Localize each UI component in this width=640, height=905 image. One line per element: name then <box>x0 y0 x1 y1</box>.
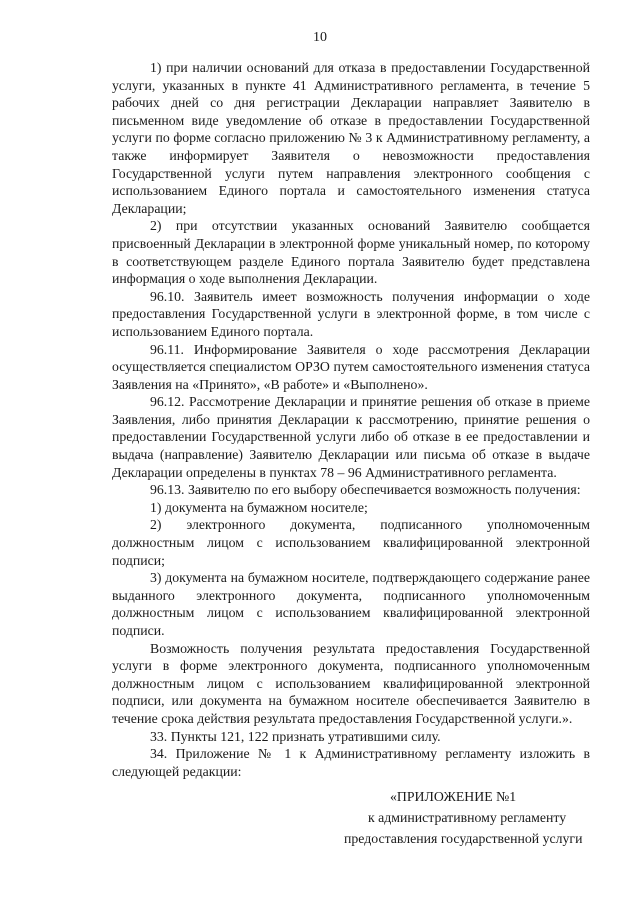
paragraph-96-11: 96.11. Информирование Заявителя о ходе рассмотрения Декларации осуществляется специалистом ОРЗО путем самостоятельного изменения статуса Заявления на «Принято», «В работе» и «Выполнено». <box>112 341 590 392</box>
paragraph-96-10: 96.10. Заявитель имеет возможность получения информации о ходе предоставления Государственной услуги в электронной форме, в том числе с использованием Единого портала. <box>112 288 590 339</box>
paragraph-refusal-grounds: 1) при наличии оснований для отказа в предоставлении Государственной услуги, указанных в пункте 41 Административного регламента, в течение 5 рабочих дней со дня регистрации Декларации направляет Заявителю в письменном виде уведомление об отказе в предоставлении Государственной услуги по форме согласно приложению № 3 к Административному регламенту, а также информирует Заявителя о невозможности предоставления Государственной услуги путем направления электронного сообщения с использованием Единого портала и самостоятельного изменения статуса Декларации; <box>112 60 590 216</box>
appendix-subtitle-line-1: к административному регламенту <box>368 810 567 825</box>
paragraph-33: 33. Пункты 121, 122 признать утратившими силу. <box>150 728 441 744</box>
document-body <box>112 59 590 780</box>
appendix-title: «ПРИЛОЖЕНИЕ №1 <box>390 789 517 804</box>
paragraph-result-possibility: Возможность получения результата предоставления Государственной услуги в форме электронного документа, подписанного уполномоченным должностным лицом с использованием квалифицированной электронной подписи, или документа на бумажном носителе обеспечивается Заявителю в течение срока действия результата предоставления Государственной услуги.». <box>112 640 590 726</box>
paragraph-option-2: 2) электронного документа, подписанного уполномоченным должностным лицом с использованием квалифицированной электронной подписи; <box>112 517 590 568</box>
page-number: 10 <box>313 30 327 45</box>
paragraph-96-12: 96.12. Рассмотрение Декларации и принятие решения об отказе в приеме Заявления, либо принятия Декларации к рассмотрению, принятие решения о предоставлении Государственной услуги либо об отказе в ее предоставлении и выдача (направление) Заявителю Декларации или письма об отказе в выдаче Декларации определены в пунктах 78 – 96 Административного регламента. <box>112 394 590 480</box>
paragraph-34: 34. Приложение № 1 к Административному регламенту изложить в следующей редакции: <box>112 746 590 779</box>
paragraph-option-3: 3) документа на бумажном носителе, подтверждающего содержание ранее выданного электронного документа, подписанного уполномоченным должностным лицом с использованием квалифицированной электронной подписи. <box>112 570 590 638</box>
paragraph-option-1: 1) документа на бумажном носителе; <box>150 499 368 515</box>
appendix-heading <box>340 786 600 849</box>
appendix-subtitle-line-2: предоставления государственной услуги <box>344 831 583 846</box>
paragraph-no-grounds: 2) при отсутствии указанных оснований Заявителю сообщается присвоенный Декларации в электронной форме уникальный номер, по которому в соответствующем разделе Единого портала Заявителю будет представлена информация о ходе выполнения Декларации. <box>112 218 590 287</box>
paragraph-96-13: 96.13. Заявителю по его выбору обеспечивается возможность получения: <box>150 482 581 498</box>
